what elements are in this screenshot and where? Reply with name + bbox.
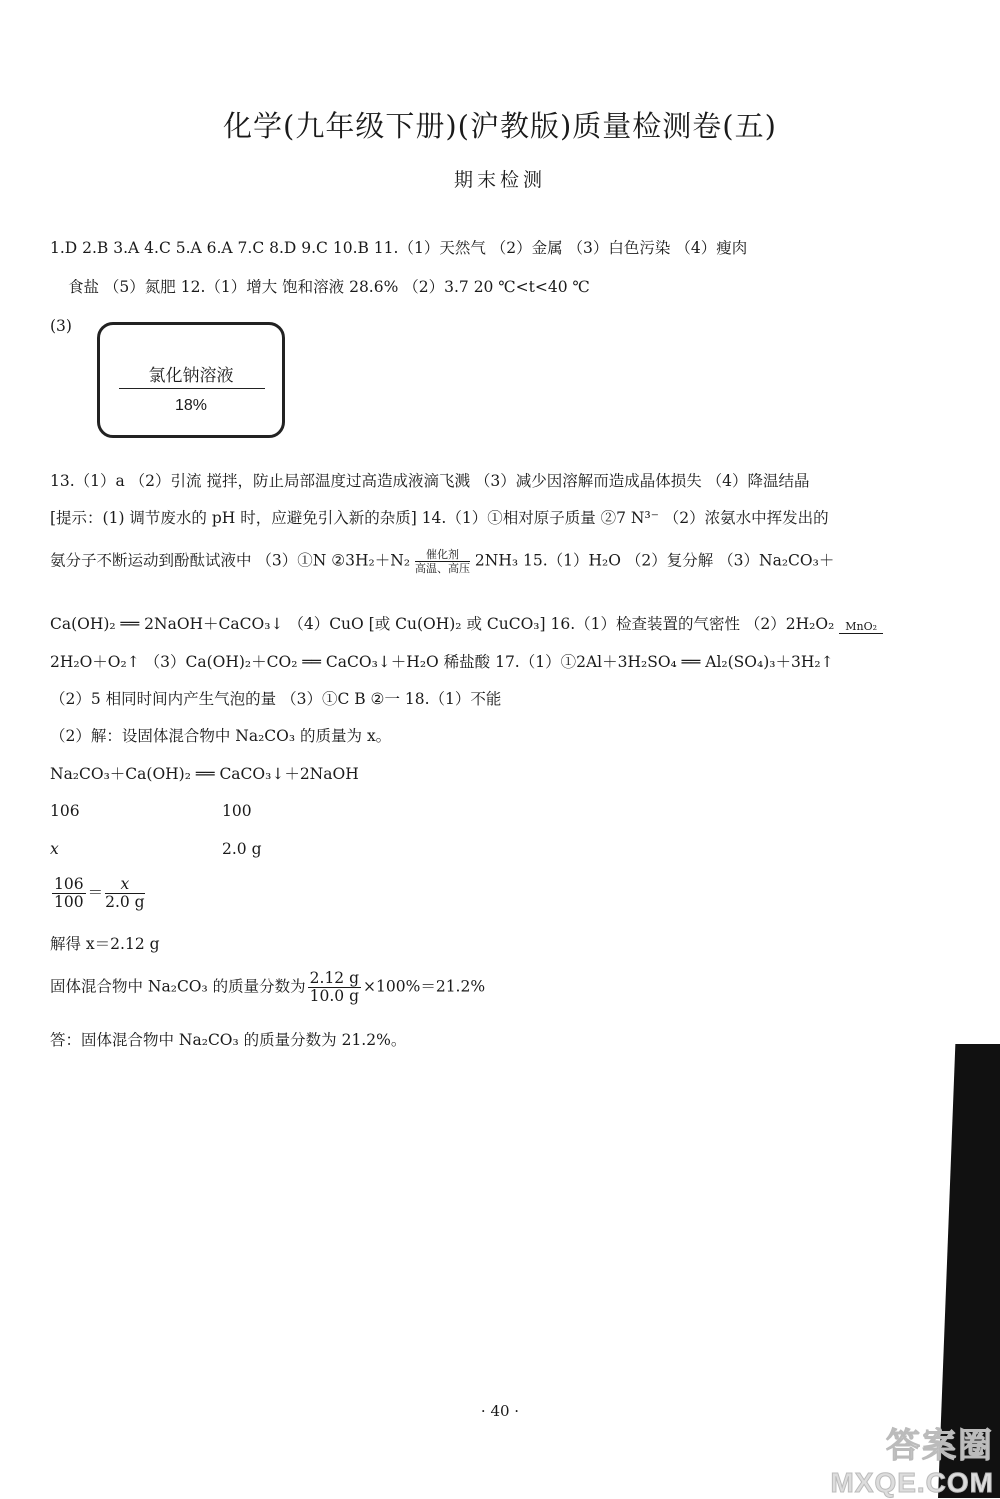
- ratio-right-denominator: 2.0 g: [105, 893, 145, 911]
- reagent-percent: 18%: [174, 397, 208, 414]
- mass-right-2: 2.0 g: [222, 840, 262, 858]
- reaction-condition-mno2: [839, 620, 883, 634]
- mass-fraction-suffix: ×100%＝21.2%: [363, 977, 486, 996]
- answer-line-7-text: Ca(OH)₂ ══ 2NaOH＋CaCO₃↓ （4）CuO [或 Cu(OH)₂ 或 CuCO₃] 16.（1）检查装置的气密性 （2）2H₂O₂: [50, 615, 835, 633]
- answer-line-8: 2H₂O＋O₂↑ （3）Ca(OH)₂＋CO₂ ══ CaCO₃↓＋H₂O 稀盐酸 17.（1）①2Al＋3H₂SO₄ ══ Al₂(SO₄)₃＋3H₂↑: [50, 653, 834, 671]
- answer-line-9: （2）5 相同时间内产生气泡的量 （3）①C B ②一 18.（1）不能: [50, 690, 502, 708]
- answer-line-6-part-a: 氨分子不断运动到酚酞试液中 （3）①N ②3H₂＋N₂: [50, 551, 411, 570]
- ratio-left-fraction: [52, 876, 86, 911]
- mass-fraction-prefix: 固体混合物中 Na₂CO₃ 的质量分数为: [50, 977, 306, 996]
- reaction-condition: [415, 548, 470, 575]
- mass-fraction-fraction: [308, 970, 361, 1005]
- watermark-text-url: MXQE.COM: [830, 1467, 994, 1498]
- mass-fraction-line: [50, 970, 485, 1005]
- ratio-equals: ＝: [87, 883, 104, 902]
- answer-line-10: （2）解：设固体混合物中 Na₂CO₃ 的质量为 x。: [50, 727, 392, 745]
- answer-line-11: Na₂CO₃＋Ca(OH)₂ ══ CaCO₃↓＋2NaOH: [50, 765, 359, 783]
- answer-label-q3: (3): [50, 317, 72, 335]
- ratio-left-numerator: 106: [54, 875, 84, 893]
- answer-line-5: [提示：(1) 调节废水的 pH 时，应避免引入新的杂质] 14.（1）①相对原子质量 ②7 N³⁻ （2）浓氨水中挥发出的: [50, 509, 829, 527]
- condition-catalyst: 催化剂: [415, 548, 470, 562]
- mass-right-1: 100: [222, 802, 252, 820]
- mass-left-2: x: [50, 840, 59, 858]
- reagent-label-divider: [119, 388, 265, 389]
- answer-line-6: [50, 548, 834, 575]
- ratio-equation: [50, 876, 147, 911]
- answer-line-4: 13.（1）a （2）引流 搅拌，防止局部温度过高造成液滴飞溅 （3）减少因溶解而造成晶体损失 （4）降温结晶: [50, 472, 810, 490]
- mass-fraction-numerator: 2.12 g: [309, 969, 360, 987]
- watermark-logo: [830, 1418, 994, 1499]
- answer-line-7: [50, 614, 883, 634]
- mass-fraction-denominator: 10.0 g: [309, 987, 360, 1005]
- final-answer: 答：固体混合物中 Na₂CO₃ 的质量分数为 21.2%。: [50, 1031, 407, 1049]
- condition-temp-pressure: 高温、高压: [414, 562, 470, 575]
- watermark-text-cn: 答案圈: [886, 1427, 994, 1465]
- page-number: · 40 ·: [480, 1402, 520, 1420]
- page-title: 化学(九年级下册)(沪教版)质量检测卷(五): [223, 109, 777, 143]
- answer-line-2: 食盐 （5）氮肥 12.（1）增大 饱和溶液 28.6% （2）3.7 20 ℃<t<40 ℃: [68, 278, 590, 296]
- answer-line-1: 1.D 2.B 3.A 4.C 5.A 6.A 7.C 8.D 9.C 10.B 11.（1）天然气 （2）金属 （3）白色污染 （4）瘦肉: [50, 239, 748, 257]
- solve-line: 解得 x＝2.12 g: [50, 935, 160, 953]
- reagent-name: 氯化钠溶液: [148, 366, 234, 386]
- mass-left-1: 106: [50, 802, 80, 820]
- ratio-right-numerator: x: [105, 876, 145, 894]
- page-subtitle: 期末检测: [453, 169, 546, 191]
- ratio-right-fraction: [105, 876, 145, 911]
- reagent-bottle-label: [97, 322, 285, 438]
- ratio-left-denominator: 100: [54, 893, 84, 911]
- condition-mno2: MnO₂: [839, 620, 883, 634]
- answer-line-6-part-b: 2NH₃ 15.（1）H₂O （2）复分解 （3）Na₂CO₃＋: [474, 551, 835, 570]
